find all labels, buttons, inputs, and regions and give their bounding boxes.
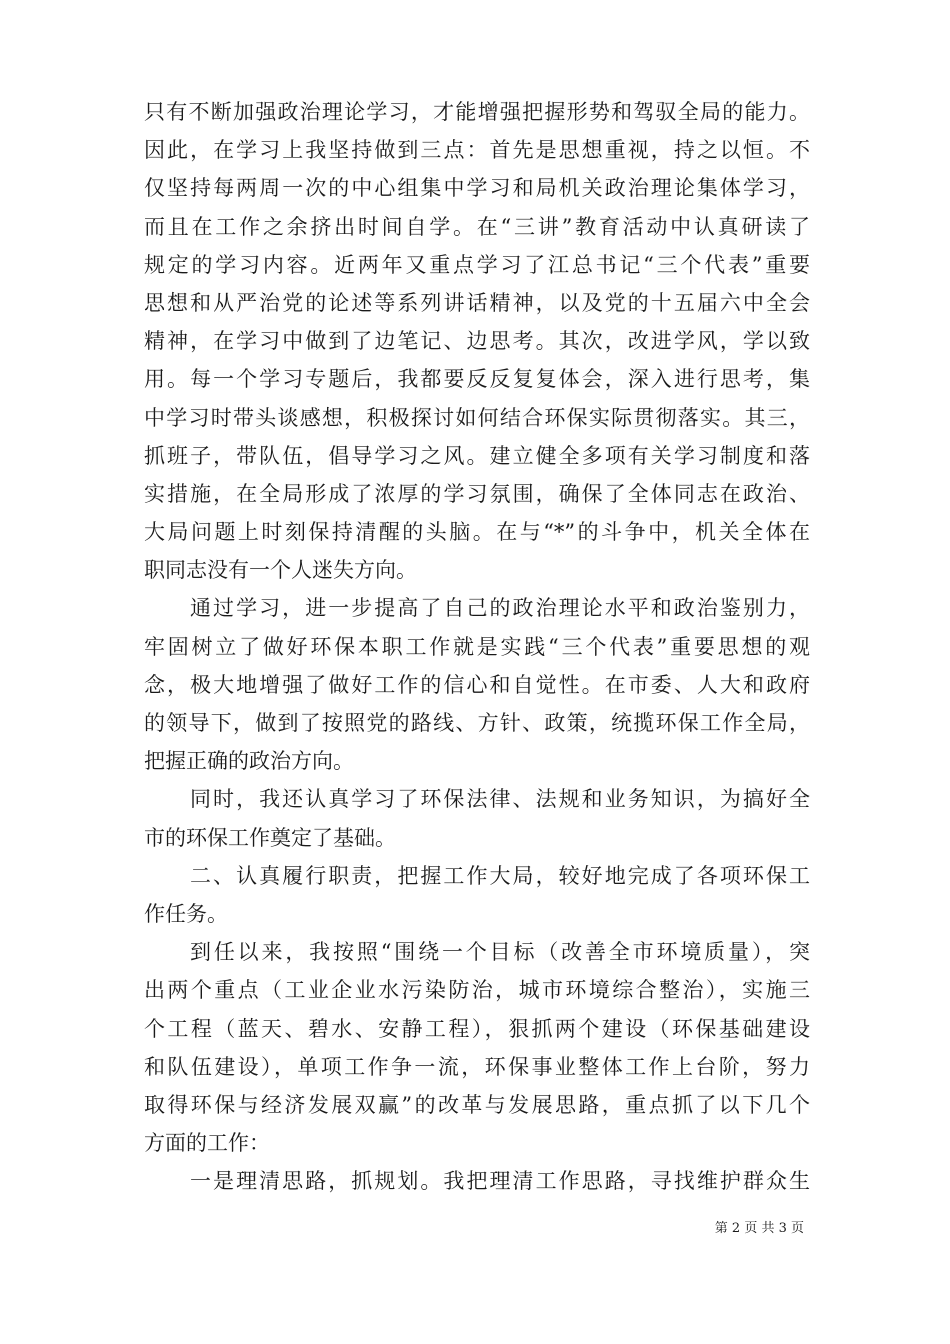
text-line: 中学习时带头谈感想，积极探讨如何结合环保实际贯彻落实。其三，: [144, 405, 810, 430]
text-line: 抓班子，带队伍，倡导学习之风。建立健全多项有关学习制度和落: [144, 443, 810, 468]
text-line: 把握正确的政治方向。: [144, 749, 354, 774]
page-number-footer: 第 2 页 共 3 页: [714, 1221, 804, 1236]
text-line: 同时，我还认真学习了环保法律、法规和业务知识，为搞好全: [190, 787, 810, 812]
text-line: 实措施，在全局形成了浓厚的学习氛围，确保了全体同志在政治、: [144, 481, 810, 506]
text-line: 出两个重点（工业企业水污染防治，城市环境综合整治），实施三: [144, 978, 810, 1003]
text-line: 的领导下，做到了按照党的路线、方针、政策，统揽环保工作全局，: [144, 711, 810, 735]
text-line: 精神，在学习中做到了边笔记、边思考。其次，改进学风，学以致: [144, 329, 810, 354]
text-line: 二、认真履行职责，把握工作大局，较好地完成了各项环保工: [190, 863, 810, 888]
text-line: 用。每一个学习专题后，我都要反反复复体会，深入进行思考，集: [144, 367, 810, 392]
text-line: 念，极大地增强了做好工作的信心和自觉性。在市委、人大和政府: [144, 672, 810, 697]
text-line: 牢固树立了做好环保本职工作就是实践“三个代表”重要思想的观: [144, 634, 810, 659]
body-text: [144, 93, 810, 1200]
text-line: 方面的工作：: [144, 1131, 270, 1156]
text-line: 只有不断加强政治理论学习，才能增强把握形势和驾驭全局的能力。: [144, 100, 810, 124]
text-line: 到任以来，我按照“围绕一个目标（改善全市环境质量），突: [190, 940, 810, 965]
text-line: 取得环保与经济发展双赢”的改革与发展思路，重点抓了以下几个: [144, 1092, 810, 1117]
text-line: 大局问题上时刻保持清醒的头脑。在与“*”的斗争中，机关全体在: [144, 520, 810, 545]
text-line: 思想和从严治党的论述等系列讲话精神，以及党的十五届六中全会: [144, 290, 810, 315]
text-line: 个工程（蓝天、碧水、安静工程），狠抓两个建设（环保基础建设: [144, 1016, 810, 1041]
text-line: 一是理清思路，抓规划。我把理清工作思路，寻找维护群众生: [190, 1169, 810, 1194]
text-line: 市的环保工作奠定了基础。: [144, 825, 396, 850]
text-line: 仅坚持每两周一次的中心组集中学习和局机关政治理论集体学习，: [144, 176, 810, 201]
text-line: 因此，在学习上我坚持做到三点：首先是思想重视，持之以恒。不: [144, 138, 810, 163]
text-line: 和队伍建设），单项工作争一流，环保事业整体工作上台阶，努力: [144, 1054, 810, 1079]
text-line: 通过学习，进一步提高了自己的政治理论水平和政治鉴别力，: [190, 596, 810, 621]
text-line: 而且在工作之余挤出时间自学。在“三讲”教育活动中认真研读了: [144, 214, 810, 239]
text-line: 规定的学习内容。近两年又重点学习了江总书记“三个代表”重要: [144, 252, 810, 277]
text-line: 作任务。: [144, 901, 228, 926]
text-line: 职同志没有一个人迷失方向。: [144, 558, 417, 583]
